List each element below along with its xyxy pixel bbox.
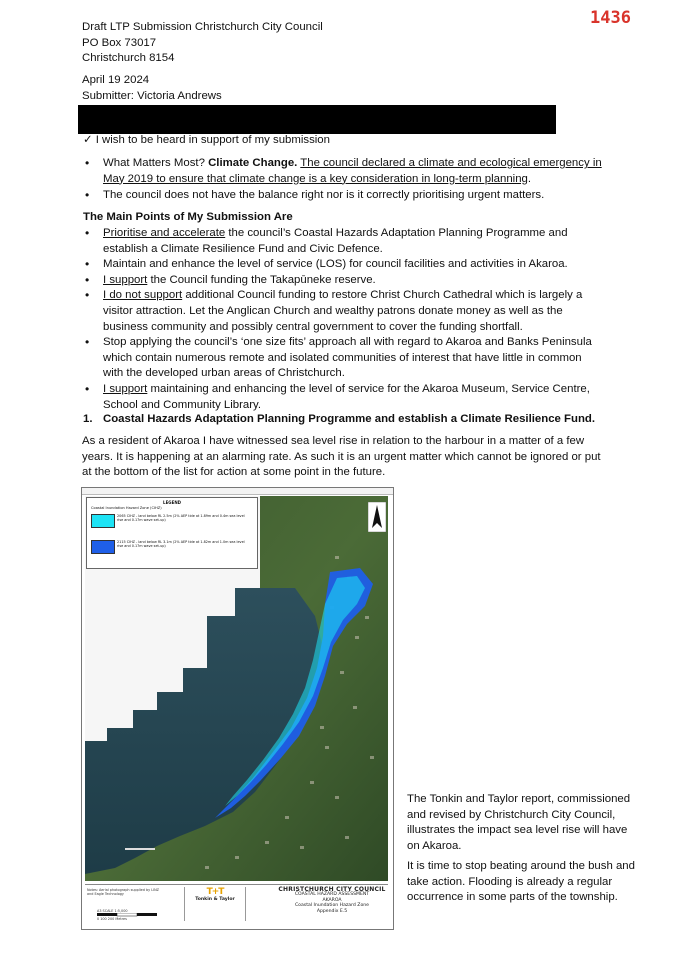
scale-ticks: 0 100 200 Metres [97,917,127,921]
side-paragraph: It is time to stop beating around the bush and take action. Flooding is already a regular occurrence in some parts of the township. [407,860,635,904]
redaction-bar [78,105,556,134]
list-item [83,226,598,257]
main-points-heading: The Main Points of My Submission Are [83,211,293,223]
heard-line [83,133,330,149]
map-title-text [277,887,387,914]
list-item [83,382,598,413]
list-item [83,156,603,187]
map-path-strip [82,488,393,495]
tonkin-taylor-logo [184,887,246,921]
map-notes: Notes: Aerial photograph supplied by LINZ and Eagle Technology [87,888,159,896]
place-name: AKAROA [322,897,342,903]
intro-bullets [83,156,603,204]
bullet-underlined-text: The council declared a climate and ecological emergency in May 2019 to ensure that climate change is a key consideration in long-term planning [103,157,602,185]
page-number: 1436 [590,8,631,28]
section-body: As a resident of Akaroa I have witnessed sea level rise in relation to the harbour in a matter of a few years. It is happening at an alarming rate. As such it is an urgent matter which cannot be ignored or put at the bottom of the list for action at some point in the future. [82,435,601,479]
list-item [83,335,598,382]
logo-name: Tonkin & Taylor [195,897,235,902]
bullet-text: What Matters Most? [103,157,209,169]
bullet-text: The council does not have the balance right nor is it correctly prioritising urgent matters. [103,189,545,202]
client-name: CHRISTCHURCH CITY COUNCIL [278,886,386,893]
bullet-text: Maintain and enhance the level of service (LOS) for council facilities and activities in Akaroa. [103,258,568,271]
legend-subtitle: Coastal Inundation Hazard Zone (CIHZ) [91,506,162,510]
bullet-text: the council’s Coastal Hazards Adaptation Planning Programme and establish a Climate Resilience Fund and Civic Defence. [103,227,568,255]
scale-text: A3 SCALE 1:5,000 [97,909,128,913]
legend-title: LEGEND [163,500,181,505]
bullet-bold-text: Climate Change. [208,157,298,169]
sheet-title: Coastal Inundation Hazard Zone [294,903,370,909]
submitter-name: Submitter: Victoria Andrews [82,89,222,102]
list-item [83,273,598,289]
main-points-list [83,226,598,413]
section-number: 1. [83,413,93,425]
north-arrow-icon [368,502,386,532]
address-line: Christchurch 8154 [82,52,175,65]
address-line: Draft LTP Submission Christchurch City Council [82,21,323,33]
address-block [82,20,323,67]
logo-mark: T+T [206,887,224,897]
project-name: COASTAL HAZARD ASSESSMENT [294,892,370,898]
map-legend [86,497,258,569]
hazard-map-figure [81,487,394,930]
heard-text: I wish to be heard in support of my submission [95,134,330,146]
bullet-text: maintaining and enhancing the level of service for the Akaroa Museum, Service Centre, School and Community Library. [103,382,590,411]
side-paragraph: The Tonkin and Taylor report, commissioned and revised by Christchurch City Council, illustrates the impact sea level rise will have on Akaroa. [407,793,631,852]
list-item [83,257,598,273]
section-title: Coastal Hazards Adaptation Planning Programme and establish a Climate Resilience Fund. [103,413,596,425]
legend-swatch-2065 [91,514,115,528]
bullet-underlined-text: I support [103,382,148,395]
submission-date: April 19 2024 [82,74,150,86]
list-item [83,288,598,335]
bullet-text: additional Council funding to restore Christ Church Cathedral which is largely a visitor attraction. Let the Anglican Church and wealthy patrons donate money as well as the business community and possibly central government to cover the funding shortfall. [103,289,583,333]
section-heading [83,412,603,428]
appendix-label: Appendix E.5 [316,908,348,914]
bullet-underlined-text: I do not support [103,289,183,302]
map-scale [97,909,157,921]
bullet-text: the Council funding the Takapūneke reserve. [147,273,376,286]
date-block [82,73,222,104]
check-icon: ✓ [83,134,93,146]
list-item [83,188,603,204]
address-line: PO Box 73017 [82,36,157,49]
map-title-block [85,884,388,925]
bullet-underlined-text: Prioritise and accelerate [103,227,226,239]
bullet-text: Stop applying the council’s ‘one size fits’ approach all with regard to Akaroa and Banks Peninsula which contain numerous remote and isolated communities of interest that have little in common with the developed urban areas of Christchurch. [103,336,592,380]
bullet-text: . [527,172,532,185]
legend-item-2115: 2115 CIHZ - land below RL 3.1m (2% AEP tide at 1.82m and 1.0m sea level rise and 0.17m wave set-up) [117,540,245,549]
bullet-underlined-text: I support [103,273,148,286]
legend-swatch-2115 [91,540,115,554]
legend-item-2065: 2065 CIHZ - land below RL 2.5m (2% AEP tide at 1.89m and 0.4m sea level rise and 0.17m wave set-up) [117,514,245,523]
